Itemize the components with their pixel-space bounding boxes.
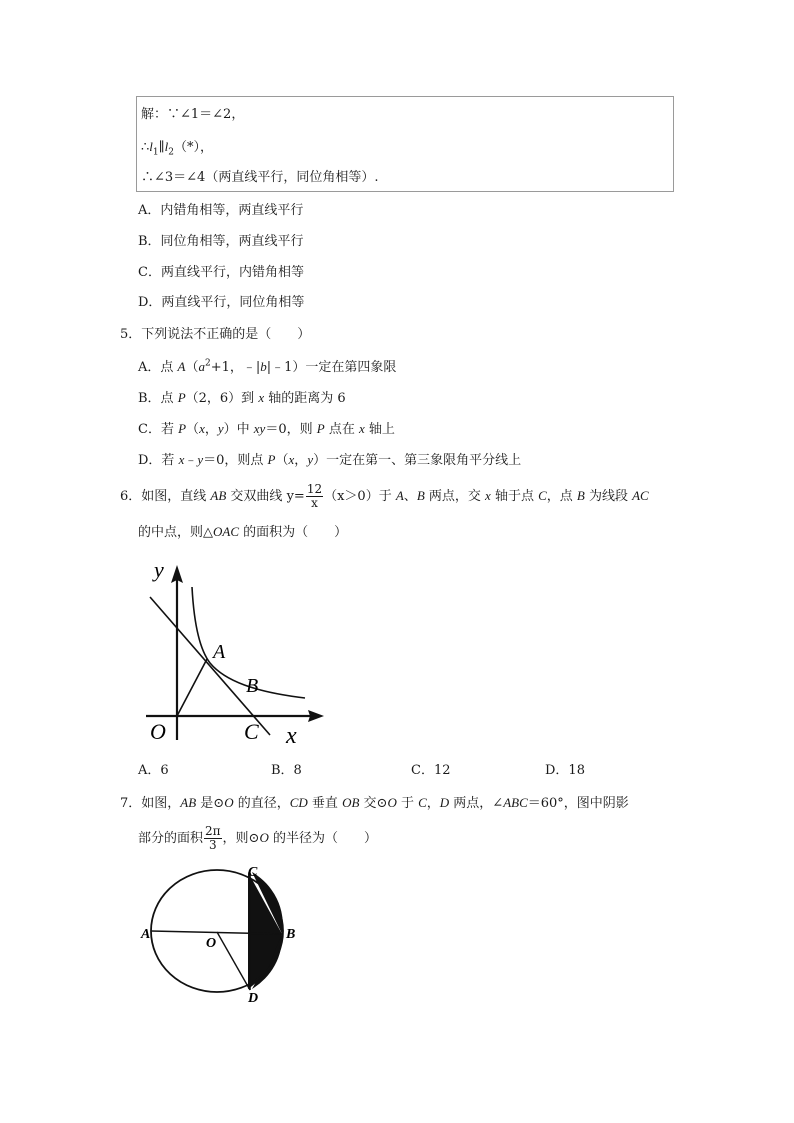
q6-stem-line-2: 的中点，则△OAC 的面积为（ ） [138, 524, 348, 540]
q7-fraction: $\frac{2\pi}{3}$ [205, 824, 221, 852]
q6-label-a: A [213, 641, 226, 663]
q6-line-ab [150, 597, 270, 735]
q4-option-c: C．两直线平行，内错角相等 [138, 265, 304, 280]
q6-label-o: O [150, 719, 166, 744]
q5-option-d: D．若 x﹣y＝0，则点 P（x，y）一定在第一、第三象限角平分线上 [138, 452, 522, 468]
q6-option-b: B．8 [271, 763, 302, 778]
q7-label-b: B [286, 927, 296, 942]
q7-label-o: O [206, 936, 217, 951]
q5-option-a: A．点 $A(a^2+1$，﹣|b|﹣1）一定在第四象限 [138, 358, 397, 375]
q6-stem-line-1: 6．如图，直线 AB 交双曲线 y= $\frac{12}{x}$ （x＞0）于 A、B 两点，交 x 轴于点 C，点 B 为线段 AC [120, 482, 649, 510]
q6-segment-oa [177, 659, 207, 716]
q6-label-x: x [286, 723, 297, 749]
q6-label-c: C [244, 719, 259, 744]
q6-fraction: $\frac{12}{x}$ [306, 482, 323, 510]
q4-option-a: A．内错角相等，两直线平行 [138, 203, 304, 218]
q6-option-d: D．18 [545, 763, 585, 778]
solution-line-3: ∴∠3＝∠4（两直线平行，同位角相等）. [141, 170, 379, 185]
q6-label-y: y [154, 557, 164, 582]
q4-option-d: D．两直线平行，同位角相等 [138, 295, 305, 310]
q7-stem-line-1: 7．如图，AB 是⊙O 的直径，CD 垂直 OB 交⊙O 于 C，D 两点，∠ABC＝60°，图中阴影 [120, 795, 629, 811]
q6-option-c: C．12 [411, 763, 451, 778]
q6-figure [140, 555, 335, 750]
q6-label-b: B [246, 675, 259, 697]
q7-stem-line-2: 部分的面积 $\frac{2\pi}{3}$ ，则⊙O 的半径为（ ） [138, 824, 377, 852]
solution-line-1: 解：∵∠1＝∠2， [141, 107, 245, 122]
q5-stem: 5．下列说法不正确的是（ ） [120, 327, 311, 342]
q7-label-a: A [141, 927, 151, 942]
q6-x-axis-arrow [308, 710, 324, 722]
solution-line-2: $\therefore l_1\parallel l_2(*)$， [141, 139, 214, 158]
q7-label-d: D [248, 991, 259, 1006]
q6-option-a: A．6 [138, 763, 169, 778]
q7-figure [138, 858, 308, 1008]
q7-label-c: C [248, 865, 258, 880]
q5-option-b: B．点 P（2，6）到 x 轴的距离为 6 [138, 390, 346, 406]
q5-option-c: C．若 P（x，y）中 xy＝0，则 P 点在 x 轴上 [138, 421, 395, 437]
q4-option-b: B．同位角相等，两直线平行 [138, 234, 304, 249]
q7-segment-od [217, 932, 250, 990]
